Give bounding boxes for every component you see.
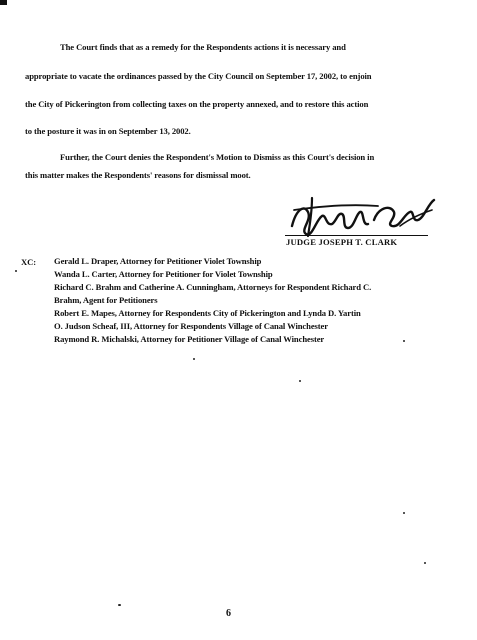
paragraph-1-line-2: appropriate to vacate the ordinances passed by the City Council on September 17, 2002, to enjoin: [25, 71, 372, 81]
cc-entry: Richard C. Brahm and Catherine A. Cunningham, Attorneys for Respondent Richard C.: [54, 282, 372, 292]
cc-entry: O. Judson Scheaf, III, Attorney for Respondents Village of Canal Winchester: [54, 321, 328, 331]
scan-speck: [424, 562, 426, 564]
cc-entry: Robert E. Mapes, Attorney for Respondents City of Pickerington and Lynda D. Yartin: [54, 308, 361, 318]
paragraph-2-line-1: Further, the Court denies the Respondent's Motion to Dismiss as this Court's decision in: [60, 152, 375, 162]
scan-speck: [403, 512, 405, 514]
paragraph-1-line-1: The Court finds that as a remedy for the Respondents actions it is necessary and: [60, 42, 346, 52]
cc-entry: Wanda L. Carter, Attorney for Petitioner for Violet Township: [54, 269, 273, 279]
page-number: 6: [226, 608, 231, 619]
scan-speck: [193, 358, 195, 360]
paragraph-1-line-4: to the posture it was in on September 13, 2002.: [25, 126, 191, 136]
judge-name: JUDGE JOSEPH T. CLARK: [286, 237, 398, 247]
scan-speck: [299, 380, 301, 382]
paragraph-1-line-3: the City of Pickerington from collecting taxes on the property annexed, and to restore this action: [25, 99, 369, 109]
cc-entry: Brahm, Agent for Petitioners: [54, 295, 158, 305]
scan-speck: [15, 270, 17, 272]
corner-mark: [0, 0, 7, 5]
cc-label: XC:: [21, 257, 36, 267]
cc-entry: Raymond R. Michalski, Attorney for Petitioner Village of Canal Winchester: [54, 334, 325, 344]
signature-line: [285, 235, 428, 236]
paragraph-2-line-2: this matter makes the Respondents' reasons for dismissal moot.: [25, 170, 251, 180]
scan-speck: [118, 604, 121, 606]
scan-speck: [403, 340, 405, 342]
cc-entry: Gerald L. Draper, Attorney for Petitioner Violet Township: [54, 256, 262, 266]
